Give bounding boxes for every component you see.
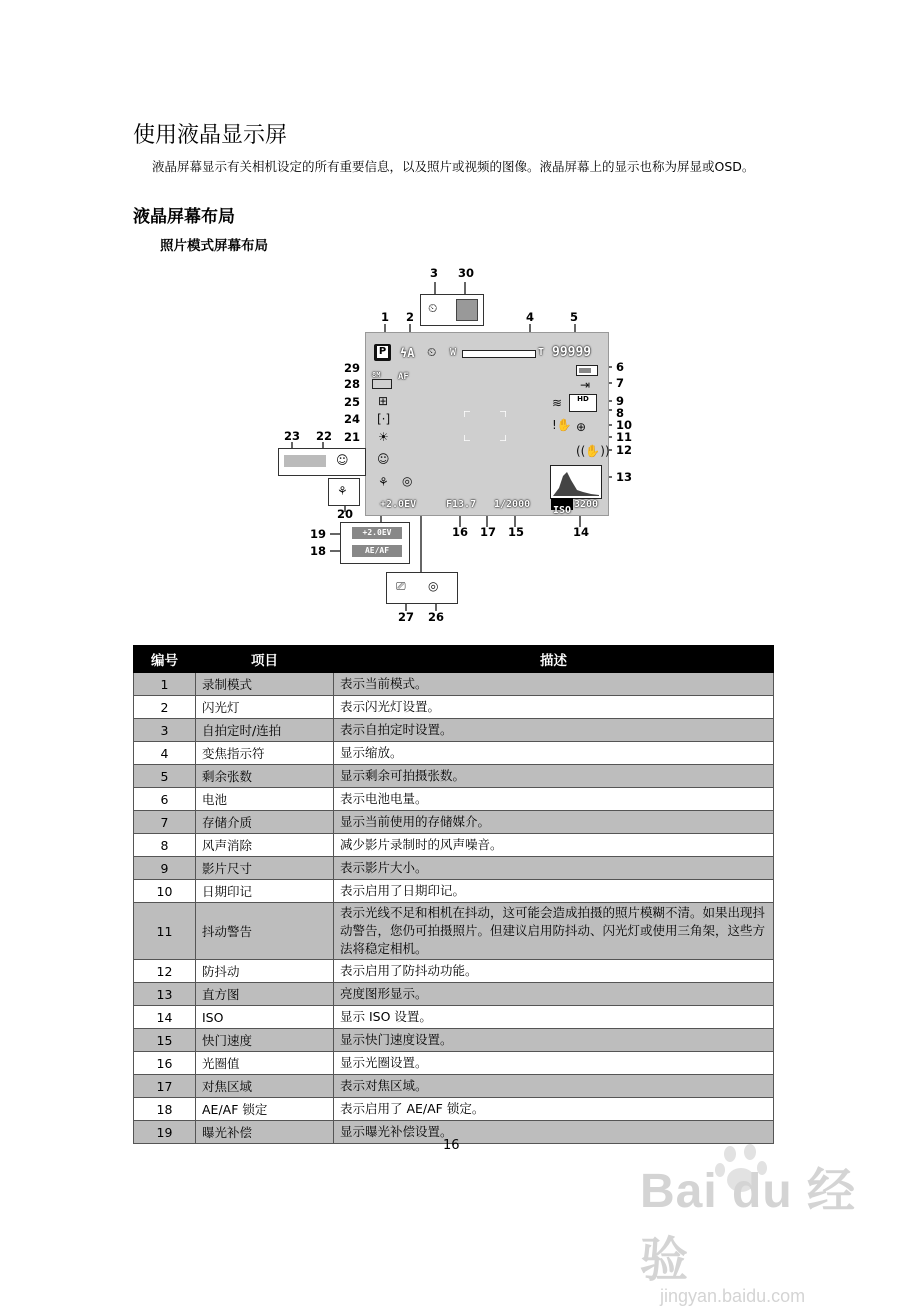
callout-12: 12 bbox=[616, 443, 633, 457]
date-stamp-icon: ⊕ bbox=[576, 420, 587, 434]
memory-card-icon: ⇥ bbox=[580, 378, 591, 392]
row-number: 4 bbox=[134, 742, 196, 765]
row-number: 9 bbox=[134, 857, 196, 880]
row-number: 11 bbox=[134, 903, 196, 960]
slider-icon bbox=[284, 455, 326, 467]
watermark-main: Bai du 经验 bbox=[640, 1165, 857, 1287]
movie-size-label: HD bbox=[577, 395, 589, 403]
row-description: 表示光线不足和相机在抖动，这可能会造成拍摄的照片模糊不清。如果出现抖动警告，您仍可拍摄照片。但建议启用防抖动、闪光灯或使用三角架，这些方法将稳定相机。 bbox=[334, 903, 774, 960]
zoom-tele-label: T bbox=[538, 347, 545, 358]
callout-24: 24 bbox=[344, 412, 361, 426]
table-row bbox=[134, 834, 774, 857]
row-number: 19 bbox=[134, 1121, 196, 1144]
row-item: 录制模式 bbox=[196, 673, 334, 696]
subsection-title: 照片模式屏幕布局 bbox=[160, 238, 268, 254]
row-number: 1 bbox=[134, 673, 196, 696]
callout-18: 18 bbox=[310, 544, 327, 558]
flash-auto-icon: ϟA bbox=[400, 346, 415, 360]
aperture-value: F13.7 bbox=[446, 499, 477, 510]
callout-20: 20 bbox=[337, 507, 354, 521]
row-number: 2 bbox=[134, 696, 196, 719]
face-detect-icon: ☺ bbox=[377, 452, 390, 466]
row-number: 7 bbox=[134, 811, 196, 834]
row-number: 15 bbox=[134, 1029, 196, 1052]
self-timer-icon: ⏲ bbox=[428, 301, 438, 315]
row-item: 抖动警告 bbox=[196, 903, 334, 960]
row-description: 显示曝光补偿设置。 bbox=[334, 1121, 774, 1144]
callout-10: 10 bbox=[616, 418, 633, 432]
baidu-watermark bbox=[640, 1152, 880, 1307]
row-item: 风声消除 bbox=[196, 834, 334, 857]
callout-25: 25 bbox=[344, 395, 361, 409]
iso-label: ISO bbox=[553, 505, 572, 516]
callout-17: 17 bbox=[480, 525, 497, 539]
callout-5: 5 bbox=[570, 310, 579, 324]
row-description: 表示启用了 AE/AF 锁定。 bbox=[334, 1098, 774, 1121]
table-row bbox=[134, 960, 774, 983]
row-number: 17 bbox=[134, 1075, 196, 1098]
battery-icon bbox=[576, 365, 598, 376]
table-row bbox=[134, 811, 774, 834]
histogram-shape bbox=[551, 466, 601, 498]
row-number: 12 bbox=[134, 960, 196, 983]
table-header-row bbox=[134, 646, 774, 673]
histogram-icon bbox=[550, 465, 602, 499]
row-description: 表示对焦区域。 bbox=[334, 1075, 774, 1098]
row-item: 存储介质 bbox=[196, 811, 334, 834]
row-item: 电池 bbox=[196, 788, 334, 811]
row-description: 表示当前模式。 bbox=[334, 673, 774, 696]
row-description: 减少影片录制时的风声噪音。 bbox=[334, 834, 774, 857]
callout-7: 7 bbox=[616, 376, 625, 390]
table-row bbox=[134, 857, 774, 880]
callout-3: 3 bbox=[430, 266, 439, 280]
scene-icon: ⎚ bbox=[396, 579, 406, 593]
image-quality-icon: ⊞ bbox=[378, 394, 389, 408]
row-description: 显示光圈设置。 bbox=[334, 1052, 774, 1075]
row-number: 13 bbox=[134, 983, 196, 1006]
table-row bbox=[134, 1006, 774, 1029]
macro-tulip-icon: ⚘ bbox=[378, 475, 389, 489]
callout-26: 26 bbox=[428, 610, 445, 624]
row-item: 闪光灯 bbox=[196, 696, 334, 719]
table-row bbox=[134, 788, 774, 811]
movie-size-icon bbox=[569, 394, 597, 412]
row-number: 3 bbox=[134, 719, 196, 742]
row-description: 显示剩余可拍摄张数。 bbox=[334, 765, 774, 788]
callout-9: 9 bbox=[616, 394, 625, 408]
callout-19: 19 bbox=[310, 527, 327, 541]
table-body bbox=[134, 673, 774, 1144]
image-size-label: 8M bbox=[372, 371, 381, 379]
row-number: 16 bbox=[134, 1052, 196, 1075]
self-timer-small-icon: ⏲ bbox=[427, 345, 437, 359]
table-row bbox=[134, 1029, 774, 1052]
ev-callout-value: +2.0EV bbox=[352, 527, 402, 539]
callout-4: 4 bbox=[526, 310, 535, 324]
table-row bbox=[134, 903, 774, 960]
macro-large-icon: ⚘ bbox=[337, 484, 348, 498]
row-number: 6 bbox=[134, 788, 196, 811]
callout-8: 8 bbox=[616, 406, 625, 420]
iso-value: 3200 bbox=[574, 499, 599, 510]
header-number: 编号 bbox=[134, 646, 196, 673]
callout-27: 27 bbox=[398, 610, 415, 624]
shutter-speed: 1/2000 bbox=[494, 499, 531, 510]
focus-area-frame bbox=[464, 411, 506, 441]
callout-1: 1 bbox=[381, 310, 390, 324]
stabilizer-icon: ((✋)) bbox=[576, 444, 610, 458]
row-item: 光圈值 bbox=[196, 1052, 334, 1075]
zoom-bar bbox=[462, 350, 536, 358]
callout-14: 14 bbox=[573, 525, 590, 539]
row-item: 影片尺寸 bbox=[196, 857, 334, 880]
wind-cut-icon: ≋ bbox=[552, 396, 563, 410]
callout-6: 6 bbox=[616, 360, 625, 374]
table-row bbox=[134, 765, 774, 788]
callout-15: 15 bbox=[508, 525, 525, 539]
table-row bbox=[134, 1098, 774, 1121]
exposure-value: +2.0EV bbox=[380, 499, 417, 510]
iso-badge bbox=[551, 498, 573, 516]
row-number: 18 bbox=[134, 1098, 196, 1121]
sharpness-icon: ◎ bbox=[402, 474, 413, 488]
row-item: 直方图 bbox=[196, 983, 334, 1006]
callout-2: 2 bbox=[406, 310, 415, 324]
row-description: 显示 ISO 设置。 bbox=[334, 1006, 774, 1029]
row-description: 表示自拍定时设置。 bbox=[334, 719, 774, 742]
row-description: 表示电池电量。 bbox=[334, 788, 774, 811]
row-number: 14 bbox=[134, 1006, 196, 1029]
row-item: 防抖动 bbox=[196, 960, 334, 983]
row-number: 5 bbox=[134, 765, 196, 788]
header-item: 项目 bbox=[196, 646, 334, 673]
row-description: 表示启用了日期印记。 bbox=[334, 880, 774, 903]
callout-23: 23 bbox=[284, 429, 301, 443]
table-row bbox=[134, 1052, 774, 1075]
callout-11: 11 bbox=[616, 430, 633, 444]
callout-16: 16 bbox=[452, 525, 469, 539]
table-row bbox=[134, 742, 774, 765]
lcd-screen bbox=[365, 332, 609, 516]
callout-29: 29 bbox=[344, 361, 361, 375]
row-item: 对焦区域 bbox=[196, 1075, 334, 1098]
row-number: 8 bbox=[134, 834, 196, 857]
callout-21: 21 bbox=[344, 430, 361, 444]
callout-28: 28 bbox=[344, 377, 361, 391]
shots-remaining: 99999 bbox=[552, 345, 592, 360]
sharpness-large-icon: ◎ bbox=[428, 579, 439, 593]
row-item: 曝光补偿 bbox=[196, 1121, 334, 1144]
row-item: 自拍定时/连拍 bbox=[196, 719, 334, 742]
row-item: ISO bbox=[196, 1006, 334, 1029]
row-number: 10 bbox=[134, 880, 196, 903]
row-description: 显示快门速度设置。 bbox=[334, 1029, 774, 1052]
row-description: 表示影片大小。 bbox=[334, 857, 774, 880]
osd-items-table bbox=[133, 645, 774, 1144]
row-description: 显示当前使用的存储媒介。 bbox=[334, 811, 774, 834]
af-label: AF bbox=[398, 372, 409, 382]
image-size-icon bbox=[372, 379, 392, 389]
aeaf-lock-label: AE/AF bbox=[352, 545, 402, 557]
callout-22: 22 bbox=[316, 429, 333, 443]
row-description: 表示闪光灯设置。 bbox=[334, 696, 774, 719]
intro-paragraph: 液晶屏幕显示有关相机设定的所有重要信息，以及照片或视频的图像。液晶屏幕上的显示也称为屏显或OSD。 bbox=[152, 159, 755, 174]
callout-30: 30 bbox=[458, 266, 475, 280]
zoom-wide-label: W bbox=[450, 347, 457, 358]
page-title: 使用液晶显示屏 bbox=[133, 123, 288, 148]
white-balance-sun-icon: ☀ bbox=[378, 430, 389, 444]
hand-shake-icon: !✋ bbox=[552, 418, 572, 432]
camera-p-mode-icon bbox=[374, 344, 391, 361]
watermark-url: jingyan.baidu.com bbox=[660, 1286, 806, 1306]
callout-13: 13 bbox=[616, 470, 633, 484]
row-item: AE/AF 锁定 bbox=[196, 1098, 334, 1121]
table-row bbox=[134, 1075, 774, 1098]
row-description: 亮度图形显示。 bbox=[334, 983, 774, 1006]
row-description: 显示缩放。 bbox=[334, 742, 774, 765]
table-row bbox=[134, 983, 774, 1006]
row-item: 快门速度 bbox=[196, 1029, 334, 1052]
row-item: 剩余张数 bbox=[196, 765, 334, 788]
metering-icon: [·] bbox=[377, 412, 391, 426]
section-title: 液晶屏幕布局 bbox=[133, 207, 235, 227]
table-row bbox=[134, 719, 774, 742]
page-number: 16 bbox=[443, 1138, 460, 1153]
mode-letter: P bbox=[378, 346, 387, 357]
table-row bbox=[134, 880, 774, 903]
burst-icon bbox=[456, 299, 478, 321]
row-item: 变焦指示符 bbox=[196, 742, 334, 765]
table-row bbox=[134, 696, 774, 719]
row-description: 表示启用了防抖动功能。 bbox=[334, 960, 774, 983]
table-row bbox=[134, 673, 774, 696]
row-item: 日期印记 bbox=[196, 880, 334, 903]
header-description: 描述 bbox=[334, 646, 774, 673]
face-detect-large-icon: ☺ bbox=[336, 453, 349, 467]
